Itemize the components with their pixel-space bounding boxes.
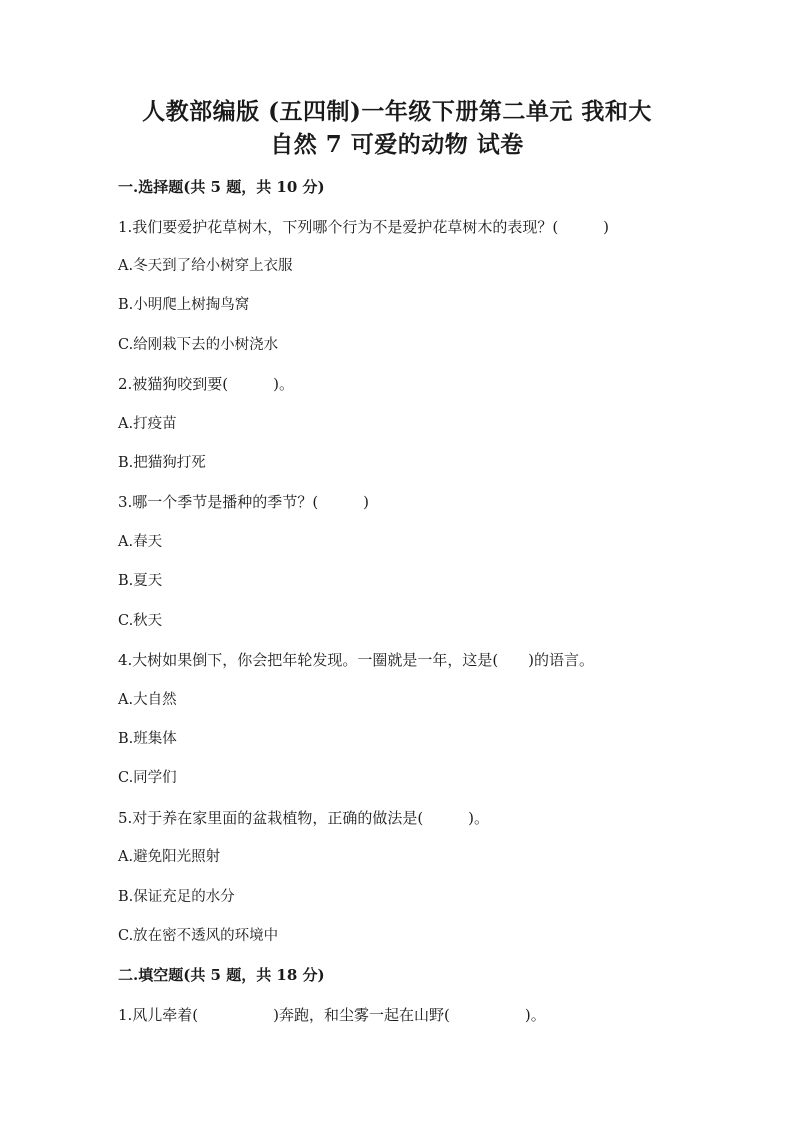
- question-4-option-b: B.班集体: [118, 731, 177, 747]
- question-1: 1.我们要爱护花草树木，下列哪个行为不是爱护花草树木的表现？( ): [118, 218, 610, 236]
- section-heading-fill-blank: 二.填空题(共 5 题，共 18 分): [118, 966, 325, 984]
- question-3: 3.哪一个季节是播种的季节？( ): [118, 493, 370, 511]
- question-2: 2.被猫狗咬到要( )。: [118, 375, 295, 393]
- question-2-option-a: A.打疫苗: [118, 416, 177, 432]
- fill-question-1: 1.风儿牵着( )奔跑，和尘雾一起在山野( )。: [118, 1006, 546, 1024]
- question-4: 4.大树如果倒下，你会把年轮发现。一圈就是一年，这是( )的语言。: [118, 651, 595, 669]
- question-4-option-c: C.同学们: [118, 770, 177, 786]
- question-2-option-b: B.把猫狗打死: [118, 455, 206, 471]
- question-3-option-c: C.秋天: [118, 613, 163, 629]
- document-title-line-1: 人教部编版 (五四制)一年级下册第二单元 我和大: [142, 98, 652, 125]
- question-3-option-b: B.夏天: [118, 573, 163, 589]
- question-5-option-a: A.避免阳光照射: [118, 849, 221, 865]
- question-1-option-b: B.小明爬上树掏鸟窝: [118, 297, 250, 313]
- question-1-option-a: A.冬天到了给小树穿上衣服: [118, 258, 293, 274]
- question-4-option-a: A.大自然: [118, 692, 177, 708]
- document-title-line-2: 自然 7 可爱的动物 试卷: [270, 131, 524, 158]
- question-5-option-c: C.放在密不透风的环境中: [118, 928, 279, 944]
- question-3-option-a: A.春天: [118, 534, 163, 550]
- question-5: 5.对于养在家里面的盆栽植物，正确的做法是( )。: [118, 809, 490, 827]
- question-1-option-c: C.给刚栽下去的小树浇水: [118, 337, 279, 353]
- question-5-option-b: B.保证充足的水分: [118, 889, 235, 905]
- section-heading-choice: 一.选择题(共 5 题，共 10 分): [118, 178, 325, 196]
